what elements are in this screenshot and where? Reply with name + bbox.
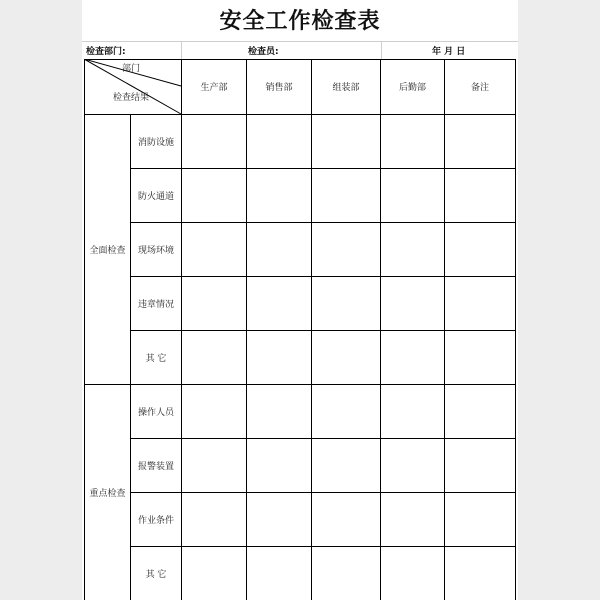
date-field-label: 年 月 日 [432, 46, 466, 57]
row-label: 防火通道 [137, 192, 174, 202]
group-label: 全面检查 [89, 246, 126, 256]
row-label: 现场环境 [137, 246, 174, 256]
column-header: 销售部 [265, 83, 293, 93]
row-label: 作业条件 [137, 516, 174, 526]
row-label: 消防设施 [137, 138, 174, 148]
column-header: 生产部 [200, 83, 228, 93]
meta-divider [181, 41, 182, 59]
document-page [82, 0, 518, 600]
column-header: 后勤部 [398, 83, 426, 93]
row-line [130, 492, 516, 493]
row-line [130, 168, 516, 169]
row-label: 其 它 [145, 570, 167, 580]
row-label: 操作人员 [137, 408, 174, 418]
row-label: 违章情况 [137, 300, 174, 310]
row-line [130, 330, 516, 331]
group-label: 重点检查 [89, 489, 126, 499]
row-line [130, 222, 516, 223]
column-header: 备注 [470, 83, 489, 93]
row-line [130, 546, 516, 547]
department-field-label: 检查部门: [86, 46, 126, 57]
column-header: 组装部 [332, 83, 360, 93]
row-label: 报警装置 [137, 462, 174, 472]
corner-label-department: 部门 [121, 63, 140, 74]
row-line [130, 438, 516, 439]
meta-divider [381, 41, 382, 59]
row-line [130, 276, 516, 277]
row-label: 其 它 [145, 354, 167, 364]
corner-label-result: 检查结果 [112, 92, 149, 103]
document-title: 安全工作检查表 [219, 8, 381, 34]
inspector-field-label: 检查员: [248, 46, 279, 57]
